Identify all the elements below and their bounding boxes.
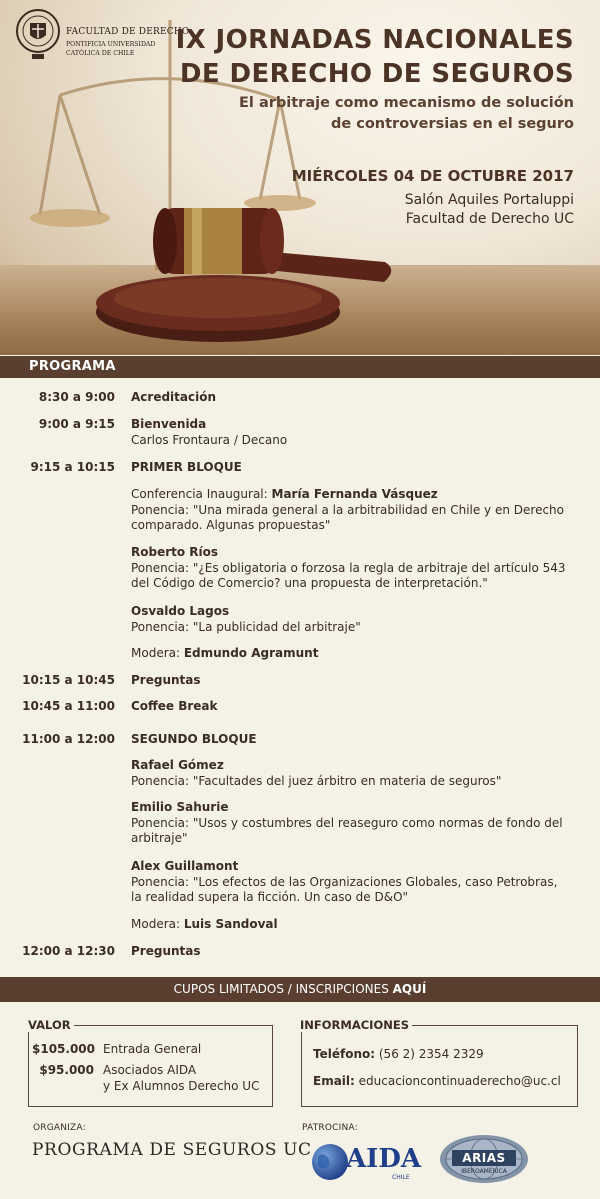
- program-heading-bar: [0, 356, 600, 378]
- talk-description: [131, 545, 571, 592]
- talk-description: [131, 487, 571, 534]
- contact-email-line: [313, 1074, 561, 1088]
- price-general: $105.000: [32, 1042, 96, 1056]
- row-time: 10:15 a 10:45: [22, 673, 115, 687]
- row-time: 12:00 a 12:30: [22, 944, 115, 958]
- price-associates-label-1: Asociados AIDA: [103, 1063, 197, 1077]
- event-date: MIÉRCOLES 04 DE OCTUBRE 2017: [291, 167, 574, 185]
- patrocina-label: PATROCINA:: [302, 1123, 358, 1133]
- email-value[interactable]: educacioncontinuaderecho@uc.cl: [358, 1074, 561, 1088]
- logo-university-line-2: CATÓLICA DE CHILE: [66, 50, 135, 57]
- price-associates: $95.000: [39, 1063, 94, 1077]
- talk-title: Ponencia: "Los efectos de las Organizaciones Globales, caso Petrobras, la realidad supera la ficción. Un caso de D&O": [131, 874, 558, 905]
- row-time: 11:00 a 12:00: [22, 732, 115, 746]
- logo-faculty-name: FACULTAD DE DERECHO: [66, 27, 190, 37]
- talk-description: [131, 859, 571, 906]
- talk-title: Ponencia: "La publicidad del arbitraje": [131, 619, 361, 634]
- arias-logo-subtext: IBEROAMÉRICA: [461, 1168, 507, 1175]
- row-title: Preguntas: [131, 944, 201, 958]
- row-detail: Carlos Frontaura / Decano: [131, 432, 288, 447]
- talk-description: [131, 800, 571, 847]
- talk-title: Ponencia: "¿Es obligatoria o forzosa la regla de arbitraje del artículo 543 del Código de Comercio? una propuesta de interpretación.": [131, 560, 566, 591]
- event-title-line-2: DE DERECHO DE SEGUROS: [179, 59, 574, 89]
- program-heading: PROGRAMA: [29, 359, 116, 374]
- row-time: 9:15 a 10:15: [30, 460, 115, 474]
- moderator-line: [131, 917, 571, 933]
- organizer-name: PROGRAMA DE SEGUROS UC: [32, 1140, 312, 1160]
- row-title: PRIMER BLOQUE: [131, 460, 242, 474]
- row-time: 8:30 a 9:00: [38, 390, 115, 404]
- talk-speaker: Roberto Ríos: [131, 545, 219, 559]
- contact-box: [301, 1025, 578, 1107]
- aida-logo[interactable]: [310, 1138, 425, 1184]
- talk-title: Ponencia: "Usos y costumbres del reaseguro como normas de fondo del arbitraje": [131, 815, 563, 846]
- talk-speaker: María Fernanda Vásquez: [271, 487, 438, 501]
- talk-speaker: Emilio Sahurie: [131, 800, 229, 814]
- talk-speaker: Alex Guillamont: [131, 859, 239, 873]
- price-general-label: Entrada General: [103, 1042, 202, 1056]
- contact-phone-line: [313, 1047, 484, 1061]
- event-venue-line-1: Salón Aquiles Portaluppi: [404, 192, 574, 208]
- row-title: Preguntas: [131, 673, 201, 687]
- row-description: [131, 417, 571, 448]
- phone-value[interactable]: (56 2) 2354 2329: [378, 1047, 484, 1061]
- talk-speaker: Osvaldo Lagos: [131, 604, 230, 618]
- organiza-label: ORGANIZA:: [33, 1123, 86, 1133]
- hero-banner: [0, 0, 600, 355]
- university-seal-icon: [15, 5, 61, 61]
- moderator-prefix: Modera:: [131, 646, 184, 660]
- talk-description: [131, 604, 571, 635]
- aida-logo-text: AIDA: [346, 1144, 422, 1174]
- pricing-heading: VALOR: [25, 1018, 74, 1032]
- talk-title: Ponencia: "Una mirada general a la arbitrabilidad en Chile y en Derecho comparado. Algunas propuestas": [131, 502, 564, 533]
- logo-university-line-1: PONTIFICIA UNIVERSIDAD: [66, 41, 156, 48]
- price-associates-label-2: y Ex Alumnos Derecho UC: [103, 1079, 260, 1093]
- arias-logo-text: ARIAS: [462, 1151, 506, 1165]
- event-venue-line-2: Facultad de Derecho UC: [405, 211, 574, 227]
- moderator-name: Edmundo Agramunt: [183, 646, 319, 660]
- moderator-prefix: Modera:: [131, 917, 184, 931]
- row-time: 9:00 a 9:15: [38, 417, 115, 431]
- event-subtitle-line-1: El arbitraje como mecanismo de solución: [239, 95, 574, 111]
- row-title: Coffee Break: [131, 699, 218, 713]
- row-time: 10:45 a 11:00: [22, 699, 115, 713]
- registration-text: CUPOS LIMITADOS / INSCRIPCIONES: [173, 982, 393, 996]
- event-title-line-1: IX JORNADAS NACIONALES: [175, 25, 574, 55]
- moderator-name: Luis Sandoval: [183, 917, 278, 931]
- email-label: Email:: [313, 1074, 355, 1088]
- moderator-line: [131, 646, 571, 662]
- row-title: Acreditación: [131, 390, 217, 404]
- talk-title: Ponencia: "Facultades del juez árbitro en materia de seguros": [131, 773, 502, 788]
- contact-heading: INFORMACIONES: [297, 1018, 412, 1032]
- event-subtitle-line-2: de controversias en el seguro: [330, 116, 574, 132]
- talk-description: [131, 758, 571, 789]
- row-title: SEGUNDO BLOQUE: [131, 732, 257, 746]
- registration-bar[interactable]: [0, 977, 600, 1002]
- registration-line: [0, 982, 600, 996]
- talk-speaker-line: [131, 487, 571, 503]
- arias-logo[interactable]: [438, 1133, 530, 1185]
- conf-prefix: Conferencia Inaugural:: [131, 487, 272, 501]
- row-title: Bienvenida: [131, 417, 207, 431]
- aida-logo-subtext: CHILE: [392, 1174, 410, 1181]
- registration-link[interactable]: AQUÍ: [392, 982, 427, 996]
- phone-label: Teléfono:: [313, 1047, 376, 1061]
- aida-globe-icon: [310, 1142, 350, 1182]
- talk-speaker: Rafael Gómez: [131, 758, 224, 772]
